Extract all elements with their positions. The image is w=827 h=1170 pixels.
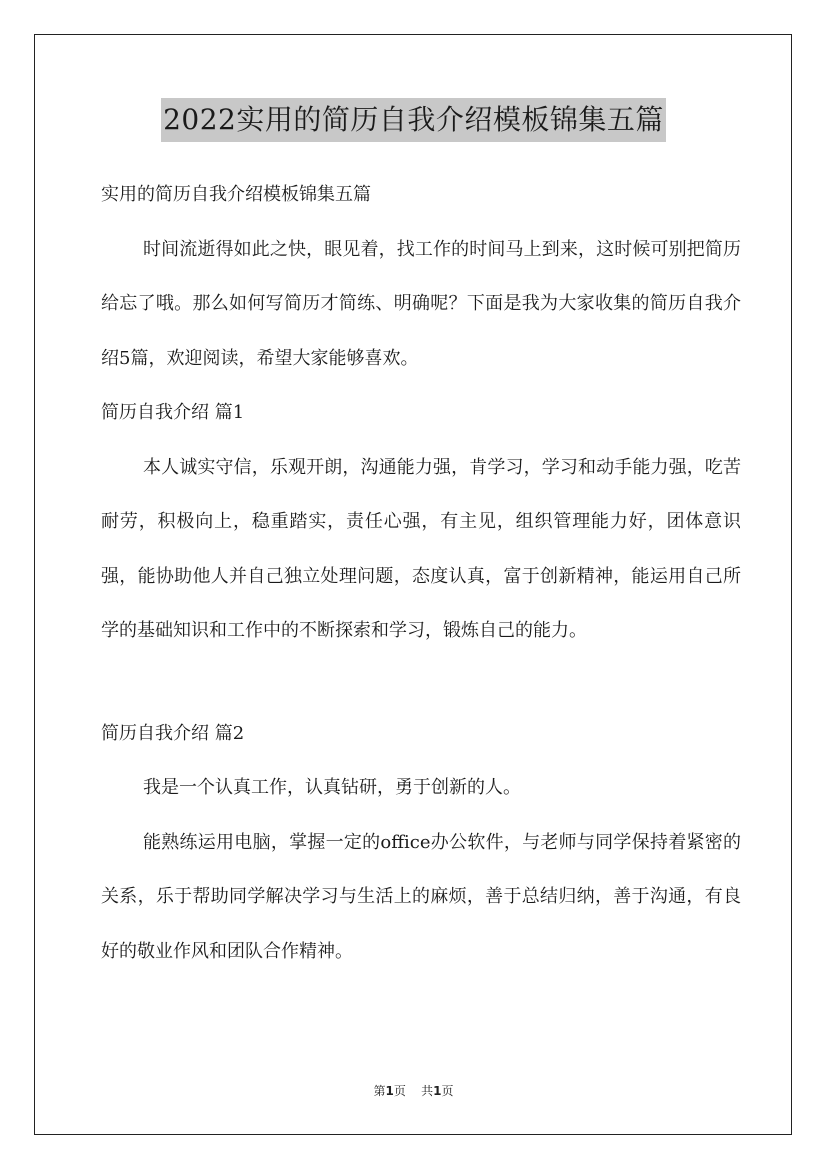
total-suffix: 页 <box>441 1084 454 1098</box>
section-gap <box>101 659 741 707</box>
page-number: 1 <box>385 1084 394 1098</box>
page-prefix: 第 <box>373 1084 386 1098</box>
intro-paragraph: 时间流逝得如此之快，眼见着，找工作的时间马上到来，这时候可别把简历给忘了哦。那么如何写简历才简练、明确呢？下面是我为大家收集的简历自我介绍5篇，欢迎阅读，希望大家能够喜欢。 <box>101 238 741 369</box>
page-suffix: 页 <box>393 1084 406 1098</box>
title-container <box>0 98 827 142</box>
subtitle: 实用的简历自我介绍模板锦集五篇 <box>101 184 371 205</box>
total-number: 1 <box>433 1084 442 1098</box>
section-1-paragraph-1: 本人诚实守信，乐观开朗，沟通能力强，肯学习，学习和动手能力强，吃苦耐劳，积极向上，稳重踏实，责任心强，有主见，组织管理能力好，团体意识强，能协助他人并自己独立处理问题，态度认真，富于创新精神，能运用自己所学的基础知识和工作中的不断探索和学习，锻炼自己的能力。 <box>101 456 741 641</box>
section-heading-2: 简历自我介绍 篇2 <box>101 722 245 744</box>
page-footer <box>0 1082 827 1099</box>
section-2-paragraph-1: 我是一个认真工作，认真钻研，勇于创新的人。 <box>143 777 521 798</box>
total-prefix: 共 <box>421 1084 434 1098</box>
document-body <box>101 168 741 979</box>
section-heading-1: 简历自我介绍 篇1 <box>101 402 245 423</box>
document-title: 2022实用的简历自我介绍模板锦集五篇 <box>161 98 666 142</box>
section-2-paragraph-2: 能熟练运用电脑，掌握一定的office办公软件，与老师与同学保持着紧密的关系，乐于帮助同学解决学习与生活上的麻烦，善于总结归纳，善于沟通，有良好的敬业作风和团队合作精神。 <box>101 831 741 962</box>
